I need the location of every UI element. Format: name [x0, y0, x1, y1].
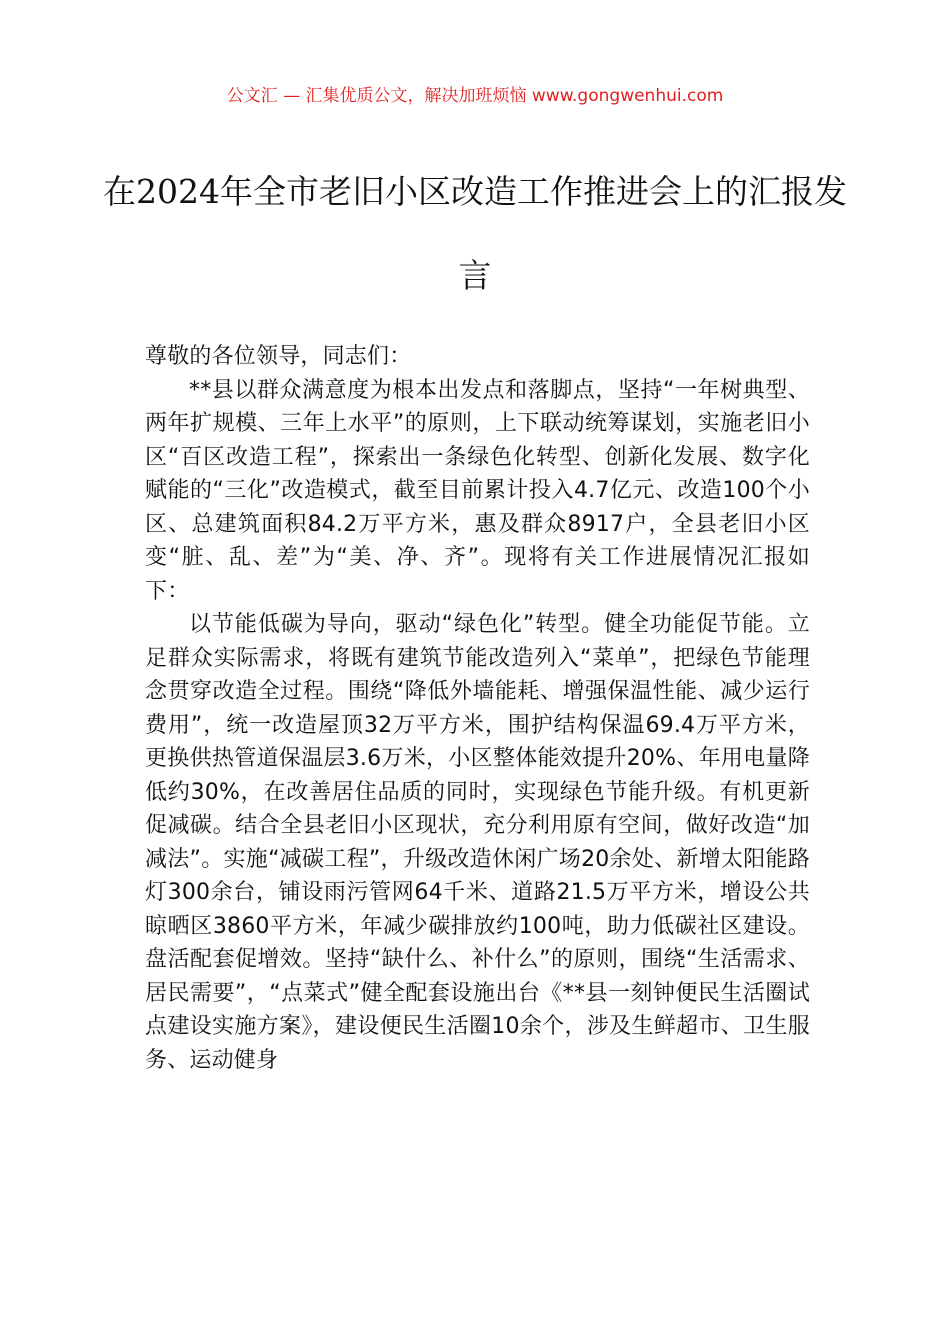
header-banner: 公文汇 — 汇集优质公文，解决加班烦恼 www.gongwenhui.com: [226, 86, 724, 106]
document-body: [145, 340, 810, 1077]
salutation: 尊敬的各位领导，同志们：: [145, 344, 412, 369]
document-title: 在2024年全市老旧小区改造工作推进会上的汇报发言: [103, 172, 847, 295]
paragraph-intro: **县以群众满意度为根本出发点和落脚点，坚持“一年树典型、两年扩规模、三年上水平”的原则，上下联动统筹谋划，实施老旧小区“百区改造工程”，探索出一条绿色化转型、创新化发展、数字化赋能的“三化”改造模式，截至目前累计投入4.7亿元、改造100个小区、总建筑面积84.2万平方米，惠及群众8917户，全县老旧小区变“脏、乱、差”为“美、净、齐”。现将有关工作进展情况汇报如下：: [145, 377, 810, 604]
paragraph-green-transition: 以节能低碳为导向，驱动“绿色化”转型。健全功能促节能。立足群众实际需求，将既有建筑节能改造列入“菜单”，把绿色节能理念贯穿改造全过程。围绕“降低外墙能耗、增强保温性能、减少运行费用”，统一改造屋顶32万平方米，围护结构保温69.4万平方米，更换供热管道保温层3.6万米，小区整体能效提升20%、年用电量降低约30%，在改善居住品质的同时，实现绿色节能升级。有机更新促减碳。结合全县老旧小区现状，充分利用原有空间，做好改造“加减法”。实施“减碳工程”，升级改造休闲广场20余处、新增太阳能路灯300余台，铺设雨污管网64千米、道路21.5万平方米，增设公共晾晒区3860平方米，年减少碳排放约100吨，助力低碳社区建设。盘活配套促增效。坚持“缺什么、补什么”的原则，围绕“生活需求、居民需要”，“点菜式”健全配套设施出台《**县一刻钟便民生活圈试点建设实施方案》，建设便民生活圈10余个，涉及生鲜超市、卫生服务、运动健身: [145, 612, 810, 1073]
